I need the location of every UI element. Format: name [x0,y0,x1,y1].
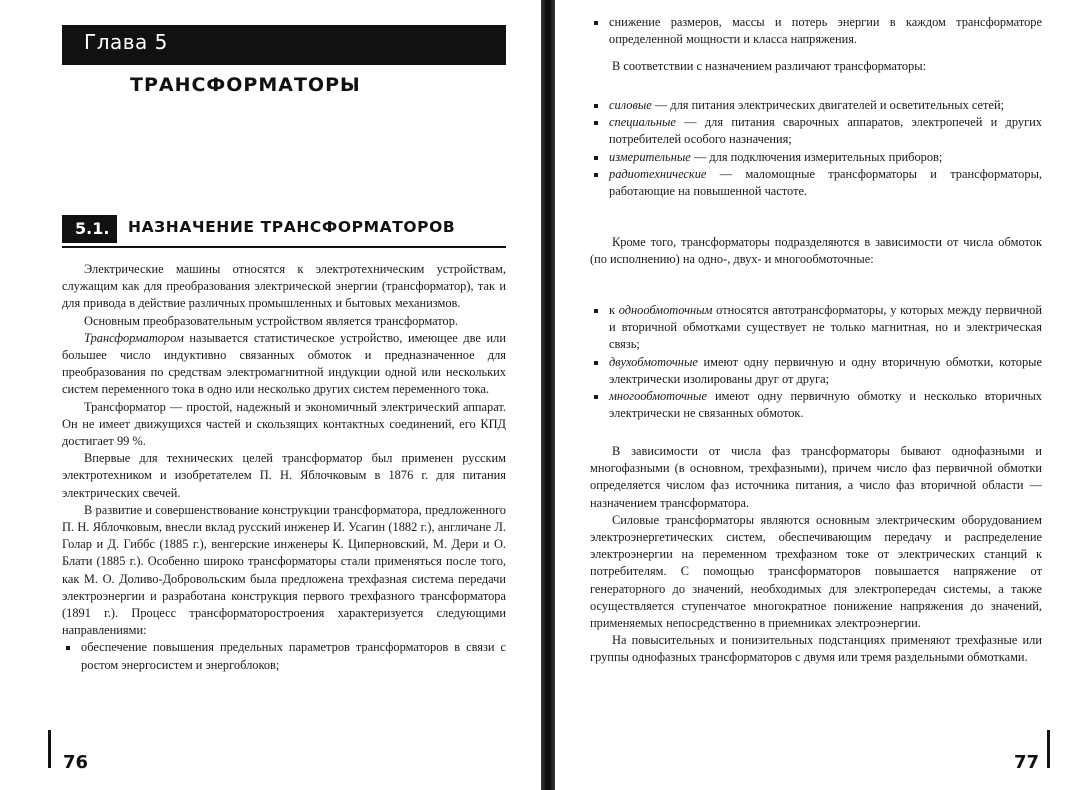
list-item [590,97,1042,114]
list-item-text: имеют одну первичную и одну вторичную обмотки, которые электрически изолированы друг от друга; [609,354,1042,386]
list-item [590,166,1042,200]
paragraph: В развитие и совершенствование конструкции трансформатора, предложенного П. Н. Яблочковым, внесли вклад русский инженер И. Усагин (1882 г.), англичане Л. Голар и Д. Гиббс (1885 г.), венгерские инженеры К. Циперновский, М. Дери и О. Блати (1885 г.). Особенно широко трансформаторы стали применяться после того, как М. О. Доливо-Добровольским была предложена трехфазная система передачи электроэнергии и разработана конструкция первого трехфазного трансформатора (1891 г.). Процесс трансформаторостроения характеризуется следующими направлениями: [62,502,506,638]
paragraph-text: называется статистическое устройство, имеющее две или большее число индуктивно связанных обмоток и предназначенное для преобразования по средствам электромагнитной индукции одной или нескольких систем переменного тока в одно или несколько других систем переменного тока. [62,330,506,397]
list-item-text: — для подключения измерительных приборов; [690,149,943,164]
bullet-list [590,14,1042,48]
right-body-text [590,443,1042,667]
list-item [590,149,1042,166]
purpose-list [590,97,1042,200]
page-number: 77 [1014,752,1040,773]
section-number: 5.1. [62,215,117,243]
list-item [590,388,1042,422]
list-item-text: — маломощные трансформаторы и трансформаторы, работающие на повышенной частоте. [609,166,1042,199]
paragraph: Кроме того, трансформаторы подразделяются в зависимости от числа обмоток (по исполнению) на одно-, двух- и многообмоточные: [590,235,1042,267]
term-italic: измерительные [609,149,691,164]
paragraph: В зависимости от числа фаз трансформаторы бывают однофазными и многофазными (в основном, трехфазными), причем число фаз первичной обмотки определяется числом фаз источника питания, а число фаз вторичной области — назначением трансформатора. [590,444,1042,510]
paragraph: Силовые трансформаторы являются основным электрическим оборудованием электроэнергетических систем, обеспечивающим передачу и распределение электроэнергии на переменном трехфазном токе от электрических станций к потребителям. С помощью трансформаторов повышается напряжение от генераторного до значений, необходимых для электропередач системы, а также осуществляется ступенчатое многократное понижение напряжения до значений, применяемых непосредственно в приемниках электроэнергии. [590,512,1042,631]
term-italic: радиотехнические [609,166,707,181]
term-italic: силовые [609,98,652,112]
paragraph: Трансформатор — простой, надежный и экономичный электрический аппарат. Он не имеет движущихся частей и скользящих контактных соединений, его КПД достигает 99 %. [62,399,506,449]
term-italic: Трансформатором [84,330,184,345]
page-number: 76 [63,752,89,773]
section-title: НАЗНАЧЕНИЕ ТРАНСФОРМАТОРОВ [128,218,456,236]
page-margin-mark [48,730,51,768]
paragraph: В соответствии с назначением различают трансформаторы: [612,59,927,74]
page-margin-mark [1047,730,1050,768]
paragraph [62,330,506,399]
left-body-text [62,261,506,674]
paragraph: Впервые для технических целей трансформатор был применен русским электротехником и изобретателем П. Н. Яблочковым в 1876 г. для питания электрических свечей. [62,451,506,500]
right-top-list [590,14,1042,76]
list-item: снижение размеров, массы и потерь энергии в каждом трансформаторе определенной мощности и класса напряжения. [590,14,1042,48]
term-italic: многообмоточные [609,389,707,404]
term-italic: однообмоточным [618,303,713,317]
windings-list-block [590,302,1042,422]
windings-list [590,302,1042,422]
list-item: обеспечение повышения предельных параметров трансформаторов в связи с ростом энергосистем и энергоблоков; [62,639,506,673]
list-item-text: имеют одну первичную обмотку и несколько вторичных электрически не связанных обмоток. [609,389,1042,421]
section-heading [62,215,506,247]
paragraph: Основным преобразовательным устройством является трансформатор. [84,313,459,328]
list-item [590,114,1042,148]
term-italic: специальные [609,115,676,130]
chapter-label: Глава 5 [62,25,506,65]
windings-intro-block [590,234,1042,268]
chapter-title: ТРАНСФОРМАТОРЫ [130,74,361,96]
list-item-text: — для питания электрических двигателей и осветительных сетей; [651,98,1005,112]
list-item-prefix: к [609,303,619,317]
right-page [552,0,1088,790]
paragraph: На повысительных и понизительных подстанциях применяют трехфазные или группы однофазных трансформаторов с двумя или тремя раздельными обмотками. [590,633,1042,665]
list-item [590,302,1042,354]
section-rule [62,246,506,248]
list-item-text: — для питания сварочных аппаратов, электропечей и других потребителей особого назначения; [609,115,1042,147]
list-item-text: относятся автотрансформаторы, у которых между первичной и вторичной обмотками существует не только магнитная, но и электрическая связь; [609,303,1043,352]
bullet-list [62,639,506,673]
term-italic: двухобмоточные [609,354,698,369]
paragraph: Электрические машины относятся к электротехническим устройствам, служащим как для преобразования электрической энергии (трансформатор), так и для привода в действие различных промышленных и бытовых механизмов. [62,262,506,311]
purpose-list-block [590,97,1042,200]
list-item [590,354,1042,388]
